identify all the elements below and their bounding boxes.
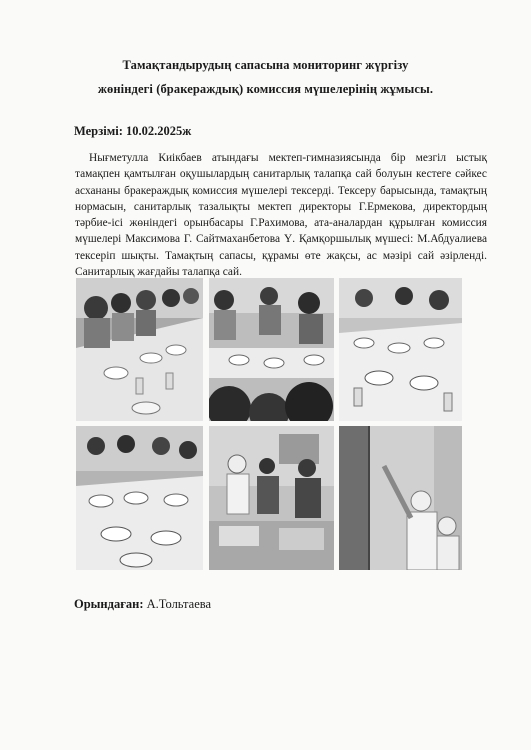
- signature-line: [74, 597, 211, 612]
- photo-plates-of-food: [76, 426, 203, 570]
- photo-commission-in-kitchen: [209, 426, 334, 570]
- document-title-line-2: жөніндегі (бракераждық) комиссия мүшелерінің жұмысы.: [97, 82, 434, 96]
- date-line: [74, 124, 191, 139]
- photo-students-at-table: [209, 278, 334, 421]
- photo-checking-kitchen-wall: [339, 426, 462, 570]
- photo-students-eating: [76, 278, 203, 421]
- document-title-line-1: Тамақтандырудың сапасына мониторинг жүргізу: [122, 58, 409, 72]
- body-paragraph: Нығметулла Киікбаев атындағы мектеп-гимназиясында бір мезгіл ыстық тамақпен қамтылған оқушылардың санитарлық талапқа сай болуын кестеге сәйкес асхананы бракераждық комиссия мүшелері тексерді. Тексеру барысында, тамақтың нормасын, санитарлық тазалықты мектеп директоры Г.Ермекова, директордың тәрбие-ісі жөніндегі орынбасары Г.Рахимова, ата-аналардан құрылған комиссия мүшелері Максимова Г. Сайтмаханбетова Ү. Қамқоршылық мүшесі: М.Абдуалиева тексеріп шықты. Тамақтың сапасы, құрамы өте жақсы, ас мәзірі сай әзірленді. Санитарлық жағдайы талапқа сай.: [75, 152, 487, 279]
- photo-table-with-food: [339, 278, 462, 421]
- date-label: Мерзімі: 10.02.2025ж: [74, 124, 192, 138]
- signed-name: А.Тольтаева: [146, 597, 212, 611]
- signed-label: Орындаған:: [74, 597, 144, 611]
